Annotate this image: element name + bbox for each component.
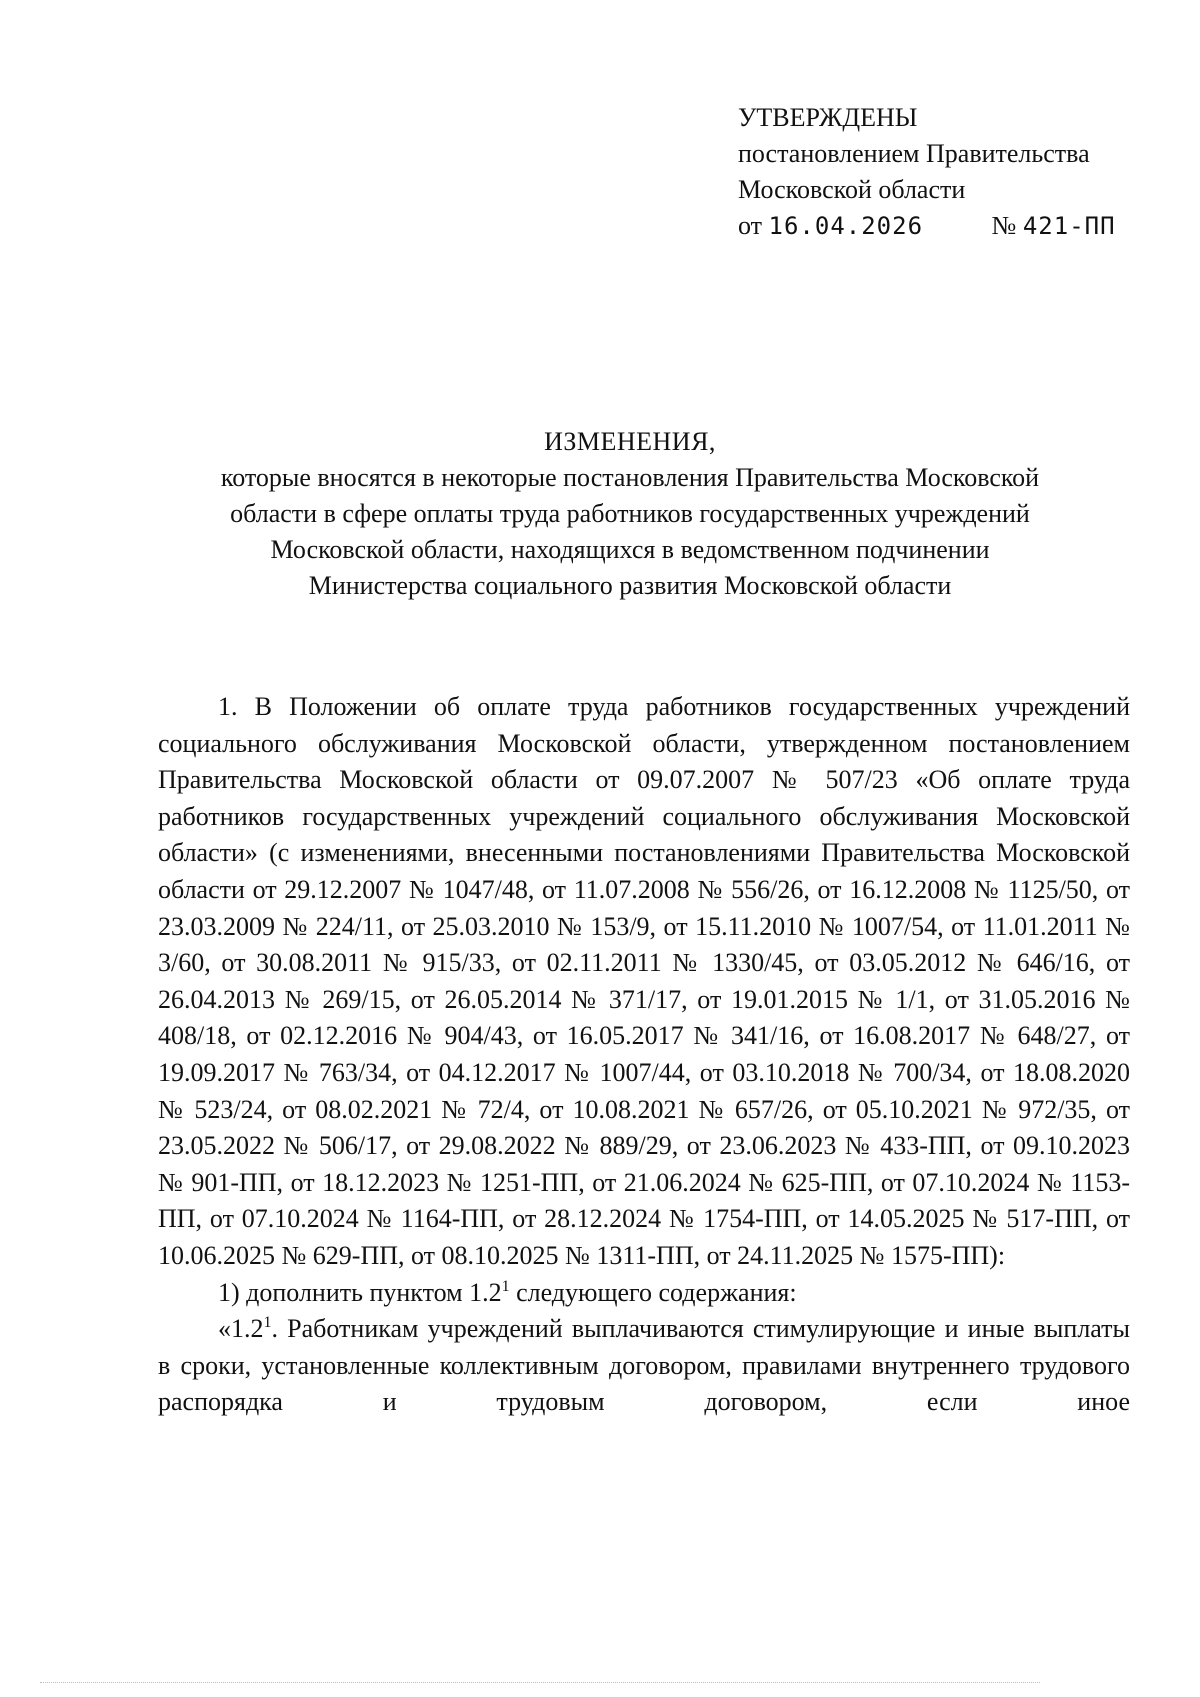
paragraph-1: 1. В Положении об оплате труда работников государственных учреждений социального обслуживания Московской области, утвержденном постановлением Правительства Московской области от 09.07.2007 № 507/23 «Об оплате труда работников государственных учреждений социального обслуживания Московской области» (с изменениями, внесенными постановлениями Правительства Московской области от 29.12.2007 № 1047/48, от 11.07.2008 № 556/26, от 16.12.2008 № 1125/50, от 23.03.2009 № 224/11, от 25.03.2010 № 153/9, от 15.11.2010 № 1007/54, от 11.01.2011 № 3/60, от 30.08.2011 № 915/33, от 02.11.2011 № 1330/45, от 03.05.2012 № 646/16, от 26.04.2013 № 269/15, от 26.05.2014 № 371/17, от 19.01.2015 № 1/1, от 31.05.2016 № 408/18, от 02.12.2016 № 904/43, от 16.05.2017 № 341/16, от 16.08.2017 № 648/27, от 19.09.2017 № 763/34, от 04.12.2017 № 1007/44, от 03.10.2018 № 700/34, от 18.08.2020 № 523/24, от 08.02.2021 № 72/4, от 10.08.2021 № 657/26, от 05.10.2021 № 972/35, от 23.05.2022 № 506/17, от 29.08.2022 № 889/29, от 23.06.2023 № 433-ПП, от 09.10.2023 № 901-ПП, от 18.12.2023 № 1251-ПП, от 21.06.2024 № 625-ПП, от 07.10.2024 № 1153-ПП, от 07.10.2024 № 1164-ПП, от 28.12.2024 № 1754-ПП, от 14.05.2025 № 517-ПП, от 10.06.2025 № 629-ПП, от 08.10.2025 № 1311-ПП, от 24.11.2025 № 1575-ПП): [158, 692, 1130, 1270]
item-1-suffix: следующего содержания: [509, 1277, 797, 1307]
quote-text: . Работникам учреждений выплачиваются стимулирующие и иные выплаты в сроки, установленные коллективным договором, правилами внутреннего трудового распорядка и трудовым договором, если иное [158, 1314, 1130, 1417]
quote-prefix: «1.2 [218, 1314, 264, 1344]
item-1-prefix: 1) дополнить пунктом 1.2 [218, 1277, 502, 1307]
quote-paragraph [158, 1311, 1130, 1421]
date-prefix: от [738, 211, 763, 240]
approval-line-1: постановлением Правительства [738, 139, 1090, 168]
quote-superscript: 1 [263, 1314, 272, 1332]
scan-artifact-line [40, 1682, 1040, 1686]
approval-number: 421-ПП [1022, 212, 1116, 240]
approval-date: 16.04.2026 [768, 212, 924, 240]
approval-date-line [738, 208, 1158, 244]
item-1 [158, 1275, 1130, 1312]
document-title: ИЗМЕНЕНИЯ, [544, 427, 716, 456]
approval-title: УТВЕРЖДЕНЫ [738, 103, 918, 132]
subtitle-line-1: которые вносятся в некоторые постановления Правительства Московской [220, 463, 1040, 492]
subtitle-line-4: Министерства социального развития Московской области [308, 571, 952, 600]
number-prefix: № [991, 211, 1017, 240]
document-body [158, 689, 1130, 1421]
approval-stamp [738, 100, 1158, 244]
document-heading [150, 424, 1110, 604]
approval-line-2: Московской области [738, 175, 966, 204]
item-1-superscript: 1 [501, 1277, 510, 1295]
subtitle-line-3: Московской области, находящихся в ведомственном подчинении [270, 535, 990, 564]
subtitle-line-2: области в сфере оплаты труда работников государственных учреждений [230, 499, 1030, 528]
